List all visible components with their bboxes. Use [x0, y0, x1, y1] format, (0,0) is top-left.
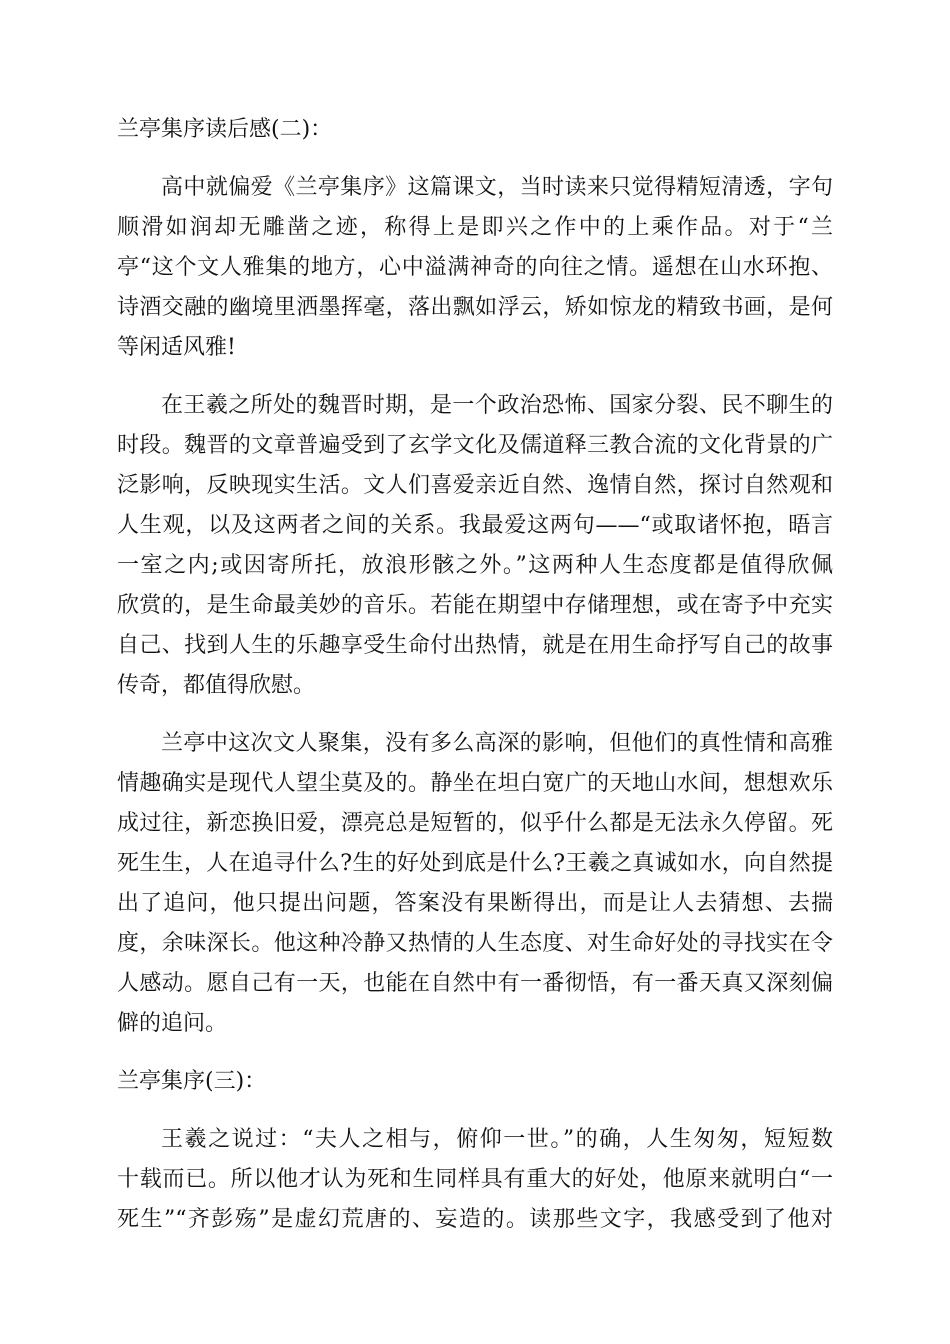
section-heading-3: 兰亭集序(三)：: [117, 1069, 267, 1094]
text-line: 亭“这个文人雅集的地方，心中溢满神奇的向往之情。遥想在山水环抱、: [117, 255, 833, 280]
text-line: 人生观，以及这两者之间的关系。我最爱这两句——“或取诸怀抱，晤言: [117, 513, 833, 538]
text-line: 情趣确实是现代人望尘莫及的。静坐在坦白宽广的天地山水间，想想欢乐: [117, 771, 833, 796]
text-line: 时段。魏晋的文章普遍受到了玄学文化及儒道释三教合流的文化背景的广: [117, 433, 833, 458]
text-line: 兰亭中这次文人聚集，没有多么高深的影响，但他们的真性情和高雅: [161, 731, 833, 756]
text-line: 出了追问，他只提出问题，答案没有果断得出，而是让人去猜想、去揣: [117, 891, 833, 916]
text-line: 成过往，新恋换旧爱，漂亮总是短暂的，似乎什么都是无法永久停留。死: [117, 811, 833, 836]
text-line: 等闲适风雅!: [117, 335, 236, 360]
text-line: 顺滑如润却无雕凿之迹，称得上是即兴之作中的上乘作品。对于“兰: [117, 215, 833, 240]
text-line: 度，余味深长。他这种冷静又热情的人生态度、对生命好处的寻找实在令: [117, 931, 833, 956]
text-line: 王羲之说过：“夫人之相与，俯仰一世。”的确，人生匆匆，短短数: [161, 1127, 833, 1152]
document-page: [117, 110, 833, 1240]
paragraph-2: [117, 386, 833, 706]
text-line: 高中就偏爱《兰亭集序》这篇课文，当时读来只觉得精短清透，字句: [161, 175, 833, 200]
text-line: 一室之内;或因寄所托，放浪形骸之外。”这两种人生态度都是值得欣佩: [117, 553, 833, 578]
text-line: 在王羲之所处的魏晋时期，是一个政治恐怖、国家分裂、民不聊生的: [161, 393, 833, 418]
paragraph-3: [117, 724, 833, 1044]
text-line: 自己、找到人生的乐趣享受生命付出热情，就是在用生命抒写自己的故事: [117, 633, 833, 658]
text-line: 传奇，都值得欣慰。: [117, 673, 316, 698]
text-line: 死生”“齐彭殇”是虚幻荒唐的、妄造的。读那些文字，我感受到了他对: [117, 1207, 833, 1232]
text-line: 欣赏的，是生命最美妙的音乐。若能在期望中存储理想，或在寄予中充实: [117, 593, 833, 618]
paragraph-1: [117, 168, 833, 368]
text-line: 僻的追问。: [117, 1011, 228, 1036]
text-line: 人感动。愿自己有一天，也能在自然中有一番彻悟，有一番天真又深刻偏: [117, 971, 833, 996]
paragraph-4: [117, 1120, 833, 1240]
text-line: 诗酒交融的幽境里洒墨挥毫，落出飘如浮云，矫如惊龙的精致书画，是何: [117, 295, 833, 320]
text-line: 死生生，人在追寻什么?生的好处到底是什么?王羲之真诚如水，向自然提: [117, 851, 833, 876]
section-heading-2: 兰亭集序读后感(二)：: [117, 117, 333, 142]
text-line: 十载而已。所以他才认为死和生同样具有重大的好处，他原来就明白“一: [117, 1167, 833, 1192]
text-line: 泛影响，反映现实生活。文人们喜爱亲近自然、逸情自然，探讨自然观和: [117, 473, 833, 498]
